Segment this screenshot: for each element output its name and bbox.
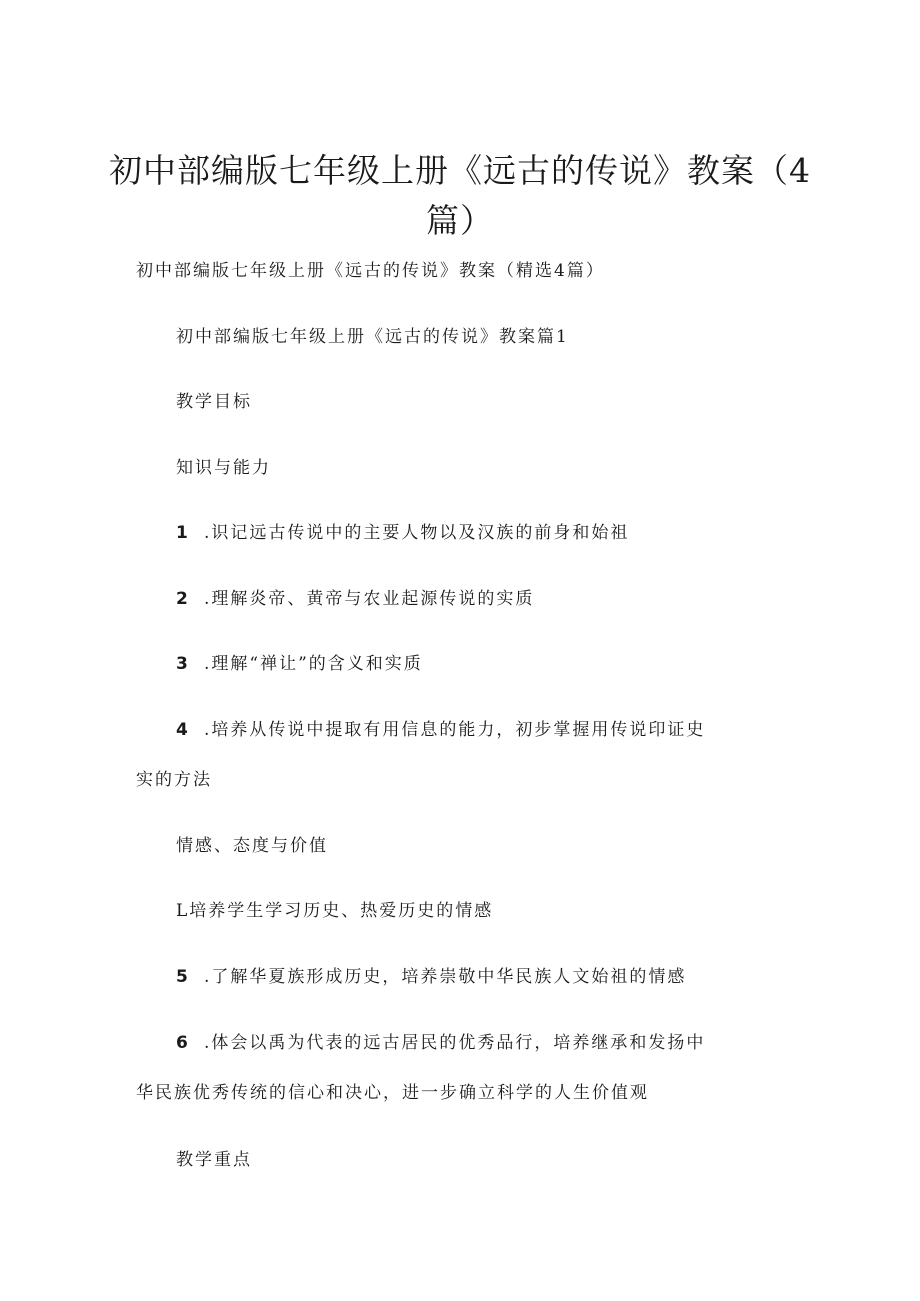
list-item-number: 3 (176, 654, 190, 674)
list-item-text: .理解炎帝、黄帝与农业起源传说的实质 (204, 589, 535, 609)
knowledge-ability-heading: 知识与能力 (176, 458, 271, 478)
key-points-heading: 教学重点 (176, 1150, 252, 1170)
list-item-text: .识记远古传说中的主要人物以及汉族的前身和始祖 (204, 523, 630, 543)
list-item-number: 2 (176, 589, 190, 609)
document-subtitle: 初中部编版七年级上册《远古的传说》教案（精选4篇） (136, 261, 605, 281)
list-item: L培养学生学习历史、热爱历史的情感 (176, 901, 494, 921)
list-item-text: .培养从传说中提取有用信息的能力，初步掌握用传说印证史 (204, 720, 706, 740)
list-item-continuation: 实的方法 (136, 770, 212, 790)
teaching-goals-heading: 教学目标 (176, 392, 252, 412)
list-item-text: .理解“禅让”的含义和实质 (204, 654, 423, 674)
list-item (176, 652, 423, 676)
list-item-number: 4 (176, 720, 190, 740)
list-item (176, 965, 686, 989)
list-item-number: 6 (176, 1033, 190, 1053)
document-title: 初中部编版七年级上册《远古的传说》教案（4篇） (109, 151, 811, 240)
list-item-text: .体会以禹为代表的远古居民的优秀品行，培养继承和发扬中 (204, 1033, 706, 1053)
list-item (176, 521, 629, 545)
list-item (176, 1031, 705, 1055)
list-item-number: 5 (176, 967, 190, 987)
emotion-heading: 情感、态度与价值 (176, 836, 328, 856)
list-item-number: 1 (176, 523, 190, 543)
list-item-continuation: 华民族优秀传统的信心和决心，进一步确立科学的人生价值观 (136, 1083, 649, 1103)
list-item (176, 587, 534, 611)
list-item-text: .了解华夏族形成历史，培养崇敬中华民族人文始祖的情感 (204, 967, 687, 987)
list-item (176, 718, 705, 742)
section-heading: 初中部编版七年级上册《远古的传说》教案篇1 (176, 327, 569, 347)
